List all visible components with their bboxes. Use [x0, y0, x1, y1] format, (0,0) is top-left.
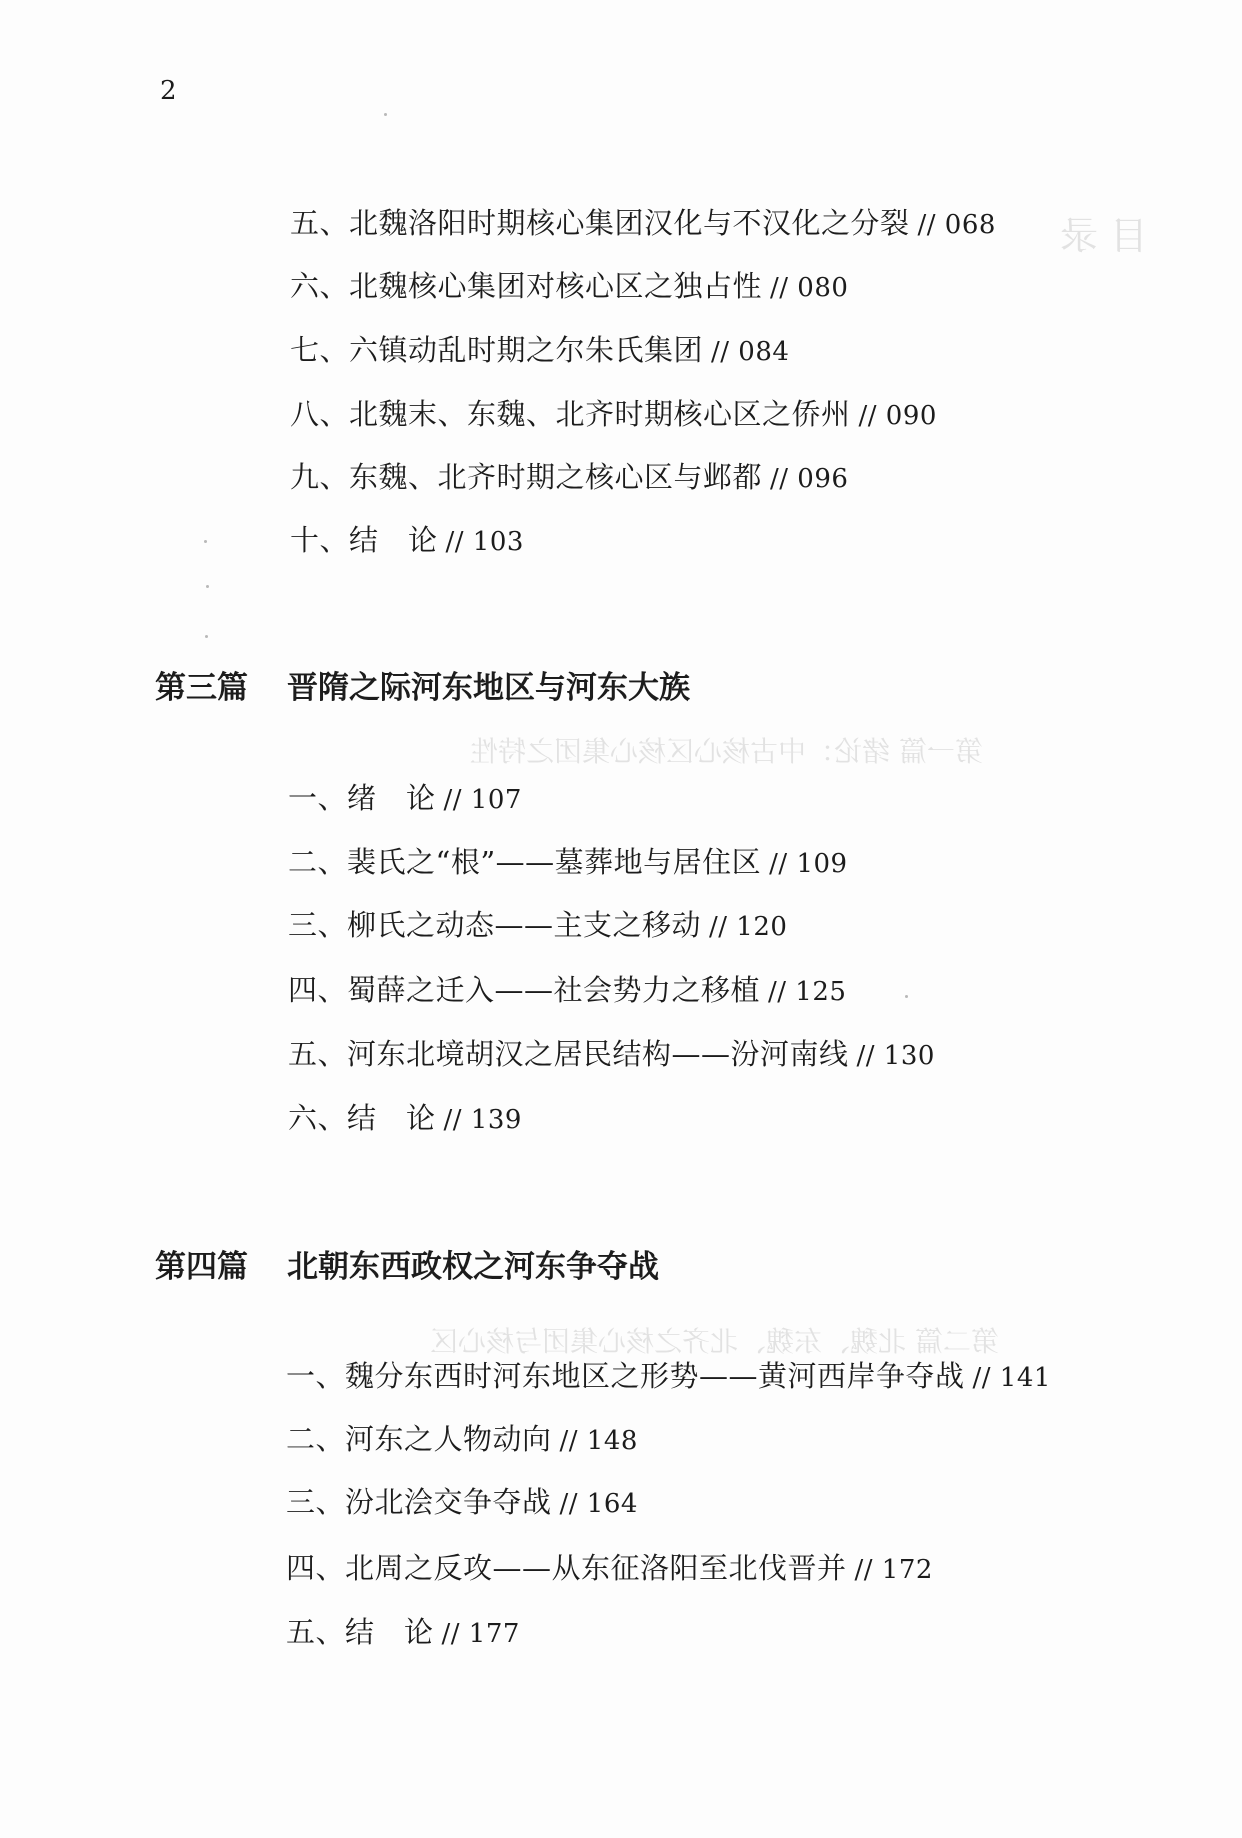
- scan-speck: [204, 540, 207, 543]
- toc-entry-page: // 120: [709, 912, 788, 942]
- toc-entry-page: // 177: [441, 1619, 520, 1649]
- toc-entry[interactable]: [290, 459, 848, 497]
- toc-entry[interactable]: [290, 268, 848, 306]
- toc-entry-label: 七、六镇动乱时期之尔朱氏集团: [290, 333, 704, 367]
- toc-entry-page: // 103: [445, 527, 524, 557]
- toc-entry-label: 一、魏分东西时河东地区之形势——黄河西岸争夺战: [286, 1359, 965, 1393]
- part-title: 北朝东西政权之河东争夺战: [287, 1249, 659, 1285]
- toc-entry-label: 一、绪 论: [288, 781, 436, 815]
- toc-entry-label: 三、汾北浍交争夺战: [286, 1485, 552, 1519]
- toc-entry-page: // 068: [917, 210, 996, 240]
- part-number: 第三篇: [155, 670, 248, 706]
- toc-entry[interactable]: [290, 522, 524, 560]
- toc-entry-page: // 084: [711, 337, 790, 367]
- page-number: 2: [160, 76, 177, 106]
- toc-entry-page: // 125: [768, 977, 847, 1007]
- toc-entry[interactable]: [288, 907, 787, 945]
- toc-entry[interactable]: [288, 972, 846, 1010]
- toc-entry[interactable]: [288, 1100, 522, 1138]
- toc-entry-page: // 172: [854, 1555, 933, 1585]
- part-title: 晋隋之际河东地区与河东大族: [287, 670, 690, 706]
- toc-entry[interactable]: [288, 844, 848, 882]
- scan-speck: [384, 113, 387, 116]
- toc-entry-label: 六、北魏核心集团对核心区之独占性: [290, 269, 763, 303]
- toc-entry[interactable]: [290, 396, 937, 434]
- bleed-through-mark: 第一篇 绪论：中古核心区核心集团之特性: [470, 735, 983, 768]
- toc-entry-label: 六、结 论: [288, 1101, 436, 1135]
- bleed-through-mark: 目 录: [1060, 214, 1149, 258]
- toc-entry[interactable]: [290, 332, 789, 370]
- bleed-through-mark: 第二篇 北魏、东魏、北齐之核心集团与核心区: [430, 1325, 999, 1358]
- toc-entry-label: 五、北魏洛阳时期核心集团汉化与不汉化之分裂: [290, 206, 910, 240]
- toc-entry-page: // 164: [559, 1489, 638, 1519]
- toc-entry-label: 二、裴氏之“根”——墓葬地与居住区: [288, 845, 762, 879]
- toc-entry-page: // 130: [856, 1041, 935, 1071]
- toc-entry[interactable]: [290, 205, 996, 243]
- part-number: 第四篇: [155, 1249, 248, 1285]
- toc-entry-page: // 109: [769, 849, 848, 879]
- toc-entry[interactable]: [288, 780, 522, 818]
- toc-entry[interactable]: [286, 1614, 520, 1652]
- scan-speck: [905, 995, 908, 998]
- part-heading[interactable]: [155, 668, 690, 708]
- toc-entry-page: // 090: [858, 401, 937, 431]
- toc-entry-page: // 139: [443, 1105, 522, 1135]
- toc-entry-label: 五、结 论: [286, 1615, 434, 1649]
- toc-entry-label: 九、东魏、北齐时期之核心区与邺都: [290, 460, 763, 494]
- toc-entry-page: // 096: [770, 464, 849, 494]
- toc-entry[interactable]: [286, 1421, 638, 1459]
- toc-entry-label: 十、结 论: [290, 523, 438, 557]
- toc-entry-page: // 080: [770, 273, 849, 303]
- part-heading[interactable]: [155, 1247, 659, 1287]
- toc-entry-page: // 148: [559, 1426, 638, 1456]
- toc-entry-label: 五、河东北境胡汉之居民结构——汾河南线: [288, 1037, 849, 1071]
- toc-entry-label: 二、河东之人物动向: [286, 1422, 552, 1456]
- toc-entry-label: 八、北魏末、东魏、北齐时期核心区之侨州: [290, 397, 851, 431]
- scan-speck: [205, 635, 208, 638]
- toc-entry-page: // 107: [443, 785, 522, 815]
- toc-entry-page: // 141: [972, 1363, 1051, 1393]
- toc-entry[interactable]: [286, 1484, 638, 1522]
- toc-entry-label: 四、蜀薛之迁入——社会势力之移植: [288, 973, 761, 1007]
- toc-entry[interactable]: [286, 1550, 933, 1588]
- toc-entry[interactable]: [288, 1036, 935, 1074]
- scan-speck: [206, 585, 209, 588]
- toc-entry[interactable]: [286, 1358, 1051, 1396]
- toc-entry-label: 三、柳氏之动态——主支之移动: [288, 908, 702, 942]
- toc-entry-label: 四、北周之反攻——从东征洛阳至北伐晋并: [286, 1551, 847, 1585]
